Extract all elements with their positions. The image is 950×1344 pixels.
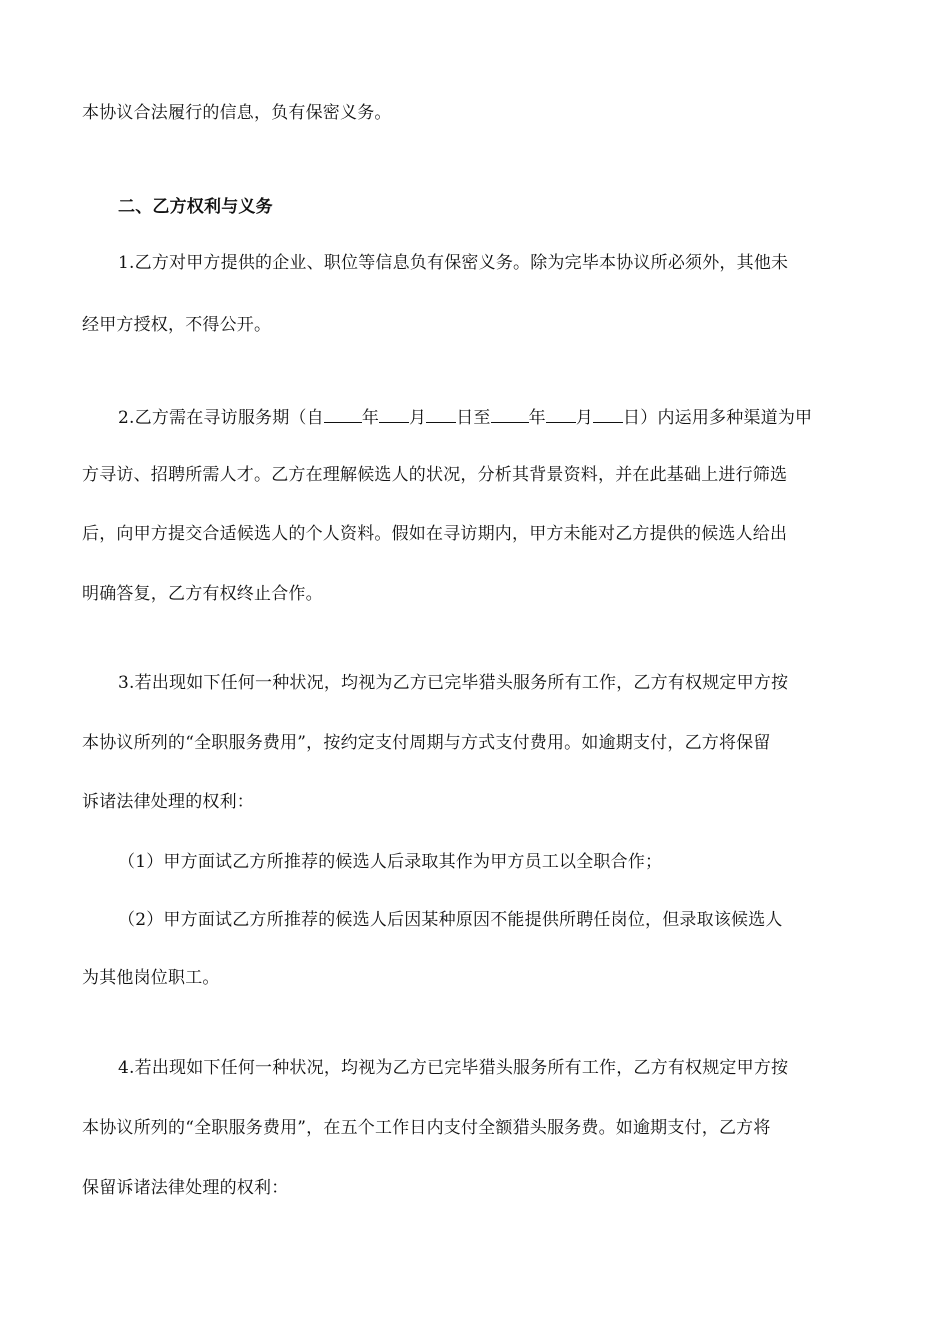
paragraph-line: 本协议所列的“全职服务费用”，在五个工作日内支付全额猎头服务费。如逾期支付，乙方将 [82,1118,771,1138]
clause-text: 日）内运用多种渠道为甲 [623,408,813,428]
date-blank [379,404,409,423]
clause-text: 月 [575,408,594,428]
paragraph-line: 3.若出现如下任何一种状况，均视为乙方已完毕猎头服务所有工作，乙方有权规定甲方按 [118,673,789,693]
paragraph-line: 方寻访、招聘所需人才。乙方在理解候选人的状况，分析其背景资料，并在此基础上进行筛选 [82,465,788,485]
list-item: （1）甲方面试乙方所推荐的候选人后录取其作为甲方员工以全职合作； [118,852,663,872]
paragraph-line: 后，向甲方提交合适候选人的个人资料。假如在寻访期内，甲方未能对乙方提供的候选人给出 [82,524,788,544]
clause-text: 2.乙方需在寻访服务期（自 [118,408,324,428]
clause-2-first-line [118,404,812,430]
paragraph-line: 为其他岗位职工。 [82,968,220,988]
clause-text: 日至 [456,408,491,428]
date-blank [546,404,576,423]
paragraph-line: 1.乙方对甲方提供的企业、职位等信息负有保密义务。除为完毕本协议所必须外，其他未 [118,253,789,273]
paragraph-line: 明确答复，乙方有权终止合作。 [82,584,323,604]
clause-text: 月 [409,408,427,428]
date-blank [491,404,529,423]
date-blank [324,404,362,423]
clause-text: 年 [361,408,380,428]
paragraph-line: 4.若出现如下任何一种状况，均视为乙方已完毕猎头服务所有工作，乙方有权规定甲方按 [118,1058,789,1078]
paragraph-line: 本协议合法履行的信息，负有保密义务。 [82,103,392,123]
paragraph-line: 保留诉诸法律处理的权利： [82,1178,289,1198]
paragraph-line: 经甲方授权，不得公开。 [82,315,272,335]
clause-text: 年 [528,408,546,428]
paragraph-line: 本协议所列的“全职服务费用”，按约定支付周期与方式支付费用。如逾期支付，乙方将保留 [82,733,771,753]
date-blank [593,404,623,423]
list-item: （2）甲方面试乙方所推荐的候选人后因某种原因不能提供所聘任岗位，但录取该候选人 [118,910,783,930]
paragraph-line: 诉诸法律处理的权利： [82,792,254,812]
section-heading: 二、乙方权利与义务 [118,197,273,217]
date-blank [426,404,456,423]
